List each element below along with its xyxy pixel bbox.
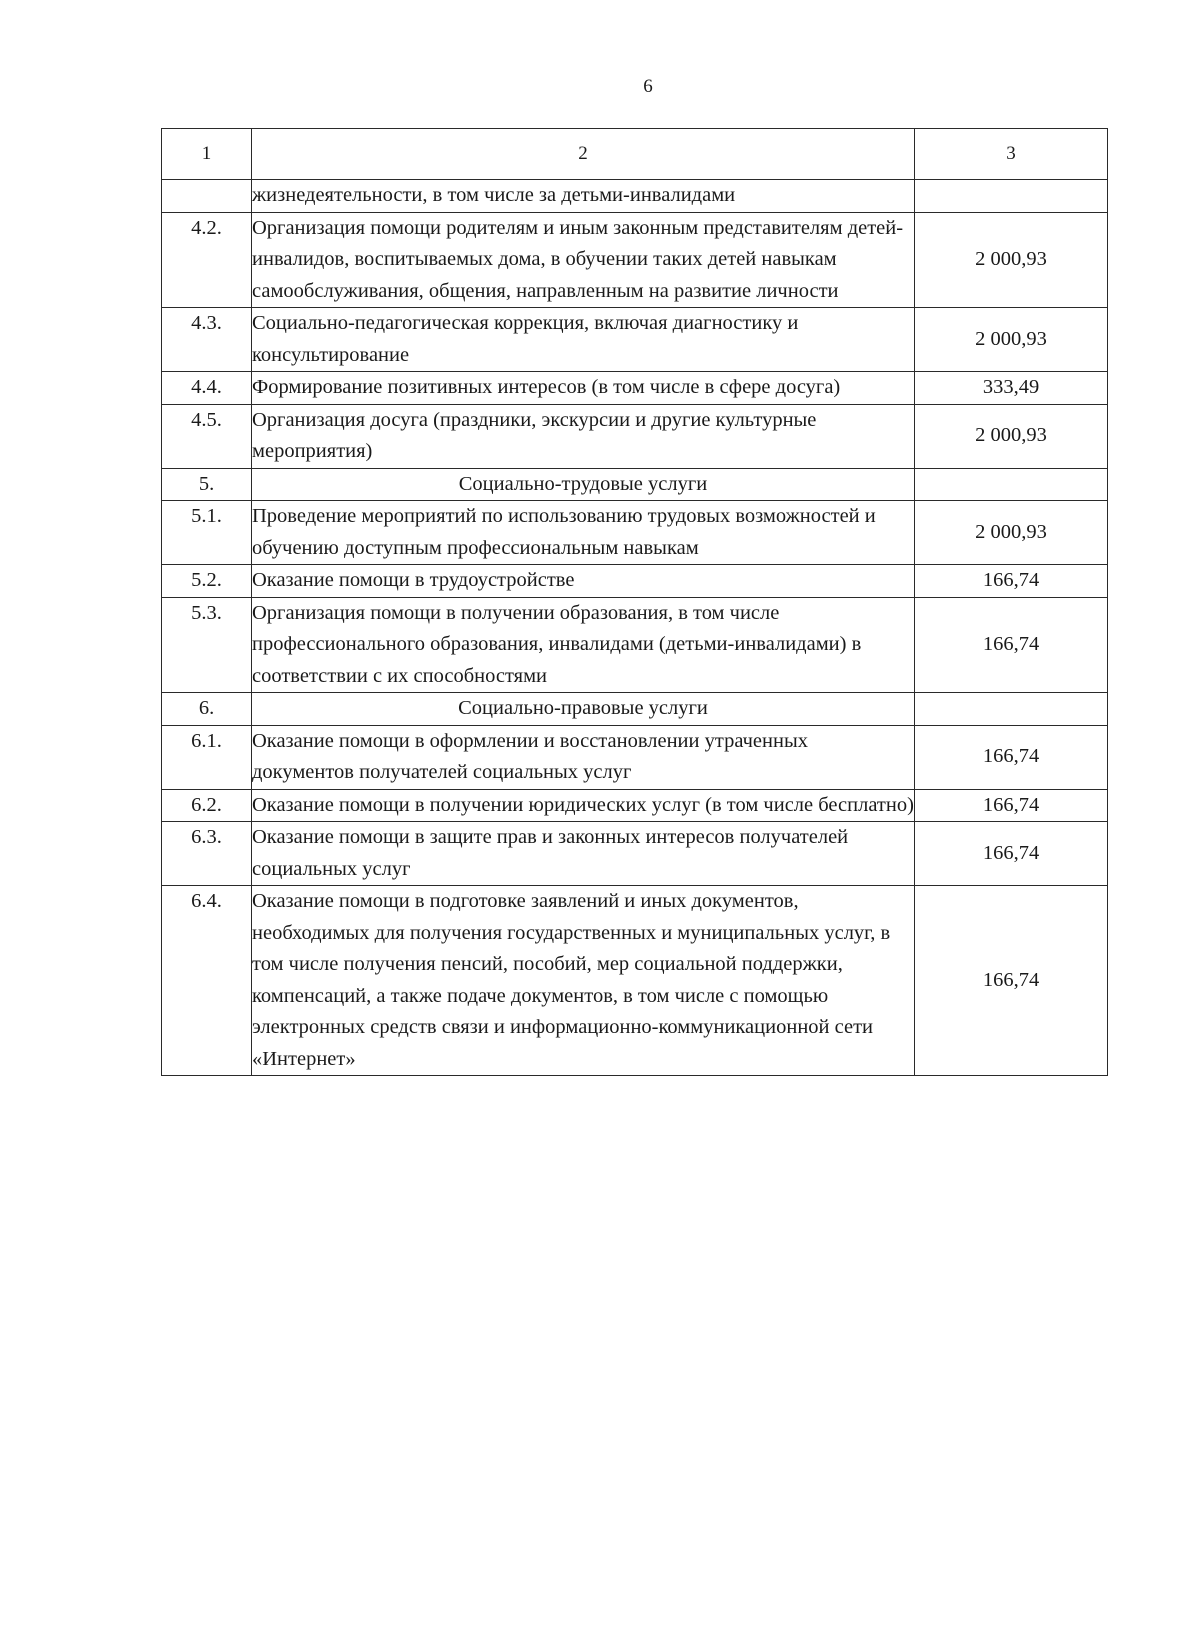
row-number: 5.1. xyxy=(162,501,252,565)
row-description: Оказание помощи в трудоустройстве xyxy=(252,565,915,598)
row-number: 6.3. xyxy=(162,822,252,886)
row-number: 5.3. xyxy=(162,597,252,693)
row-description: Оказание помощи в получении юридических услуг (в том числе бесплатно) xyxy=(252,789,915,822)
row-value: 2 000,93 xyxy=(915,212,1108,308)
row-number: 4.3. xyxy=(162,308,252,372)
row-value: 166,74 xyxy=(915,789,1108,822)
row-description: жизнедеятельности, в том числе за детьми-инвалидами xyxy=(252,180,915,213)
table-row xyxy=(162,308,1108,372)
column-header-2: 2 xyxy=(252,129,915,180)
row-description: Социально-педагогическая коррекция, включая диагностику и консультирование xyxy=(252,308,915,372)
column-header-3: 3 xyxy=(915,129,1108,180)
row-value: 166,74 xyxy=(915,822,1108,886)
table-row xyxy=(162,725,1108,789)
table-row xyxy=(162,565,1108,598)
row-description: Организация досуга (праздники, экскурсии и другие культурные мероприятия) xyxy=(252,404,915,468)
row-value xyxy=(915,693,1108,726)
table-row xyxy=(162,404,1108,468)
row-number: 4.4. xyxy=(162,372,252,405)
section-row xyxy=(162,468,1108,501)
page-number: 6 xyxy=(643,76,653,97)
table-row xyxy=(162,789,1108,822)
row-value xyxy=(915,180,1108,213)
table-row xyxy=(162,212,1108,308)
row-value xyxy=(915,468,1108,501)
row-description: Проведение мероприятий по использованию трудовых возможностей и обучению доступным профессиональным навыкам xyxy=(252,501,915,565)
row-description: Организация помощи в получении образования, в том числе профессионального образования, инвалидами (детьми-инвалидами) в соответствии с их способностями xyxy=(252,597,915,693)
section-number: 5. xyxy=(162,468,252,501)
row-number: 6.4. xyxy=(162,886,252,1076)
section-number: 6. xyxy=(162,693,252,726)
row-value: 2 000,93 xyxy=(915,404,1108,468)
row-description: Формирование позитивных интересов (в том числе в сфере досуга) xyxy=(252,372,915,405)
row-number: 4.2. xyxy=(162,212,252,308)
table-row xyxy=(162,372,1108,405)
section-title: Социально-правовые услуги xyxy=(252,693,915,726)
row-description: Организация помощи родителям и иным законным представителям детей-инвалидов, воспитываемых дома, в обучении таких детей навыкам самообслуживания, общения, направленным на развитие личности xyxy=(252,212,915,308)
row-value: 166,74 xyxy=(915,886,1108,1076)
row-number: 4.5. xyxy=(162,404,252,468)
row-number xyxy=(162,180,252,213)
row-value: 166,74 xyxy=(915,565,1108,598)
row-value: 166,74 xyxy=(915,725,1108,789)
services-table xyxy=(161,128,1108,1076)
table-row xyxy=(162,180,1108,213)
row-value: 2 000,93 xyxy=(915,501,1108,565)
row-number: 6.2. xyxy=(162,789,252,822)
row-value: 166,74 xyxy=(915,597,1108,693)
column-header-1: 1 xyxy=(162,129,252,180)
row-description: Оказание помощи в оформлении и восстановлении утраченных документов получателей социальных услуг xyxy=(252,725,915,789)
table-row xyxy=(162,501,1108,565)
section-row xyxy=(162,693,1108,726)
table-row xyxy=(162,597,1108,693)
table-row xyxy=(162,822,1108,886)
row-number: 5.2. xyxy=(162,565,252,598)
row-value: 333,49 xyxy=(915,372,1108,405)
row-value: 2 000,93 xyxy=(915,308,1108,372)
table-header-row xyxy=(162,129,1108,180)
row-description: Оказание помощи в защите прав и законных интересов получателей социальных услуг xyxy=(252,822,915,886)
table-row xyxy=(162,886,1108,1076)
row-number: 6.1. xyxy=(162,725,252,789)
section-title: Социально-трудовые услуги xyxy=(252,468,915,501)
row-description: Оказание помощи в подготовке заявлений и иных документов, необходимых для получения государственных и муниципальных услуг, в том числе получения пенсий, пособий, мер социальной поддержки, компенсаций, а также подаче документов, в том числе с помощью электронных средств связи и информационно-коммуникационной сети «Интернет» xyxy=(252,886,915,1076)
